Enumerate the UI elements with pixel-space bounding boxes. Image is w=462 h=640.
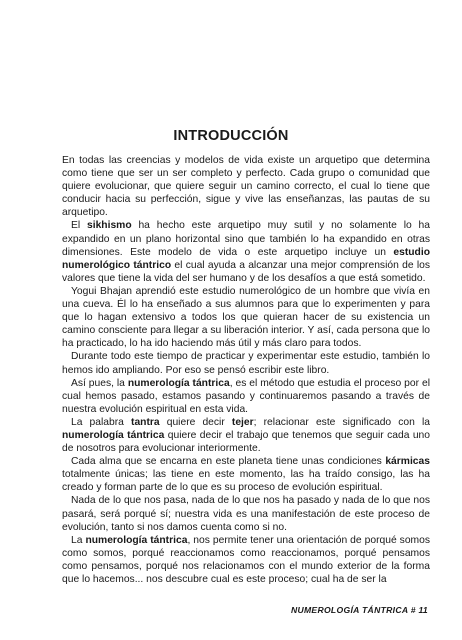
- text-run: Cada alma que se encarna en este planeta tiene unas condiciones: [71, 456, 386, 468]
- bold-term: numerología tántrica: [85, 534, 188, 546]
- text-run: ; relacionar este significado con la: [253, 416, 430, 428]
- text-run: totalmente únicas; las tiene en este momento, las ha traído consigo, las ha creado y forman parte de lo que es su proceso de evolución espiritual.: [62, 469, 430, 494]
- text-run: Yogui Bhajan aprendió este estudio numerológico de un hombre que vivía en una cueva. Él lo ha enseñado a sus alumnos para que lo experimenten y para que lo hagan extensivo a todos los que quieran hacer de su existencia un camino consciente para llegar a su liberación interior. Y así, cada persona que lo ha practicado, lo ha ido haciendo más útil y más claro para todos.: [62, 285, 430, 350]
- paragraph: [62, 494, 430, 533]
- text-run: , nos permite tener una orientación de porqué somos como somos, porqué reaccionamos como reaccionamos, porqué pensamos como pensamos, porqué nos relacionamos con el mundo exterior de la forma que lo hacemos... nos descubre cual es este proceso; cual ha de ser la: [62, 534, 430, 585]
- paragraph: [62, 377, 430, 416]
- page-footer: NUMEROLOGÍA TÁNTRICA # 11: [290, 605, 428, 615]
- paragraph: [62, 285, 430, 350]
- paragraph: [62, 154, 430, 219]
- paragraph: [62, 534, 430, 586]
- paragraph: [62, 219, 430, 284]
- paragraph: [62, 455, 430, 494]
- page-title: INTRODUCCIÓN: [173, 128, 289, 144]
- bold-term: tantra: [131, 416, 160, 428]
- bold-term: numerología tántrica: [62, 429, 165, 441]
- text-run: quiere decir: [159, 416, 232, 428]
- text-run: quiere decir el trabajo que tenemos que seguir cada uno de nosotros para evolucionar interiormente.: [62, 429, 430, 455]
- bold-term: numerología tántrica: [127, 377, 230, 389]
- body-text: [62, 154, 430, 586]
- text-run: Nada de lo que nos pasa, nada de lo que nos ha pasado y nada de lo que nos pasará, será porqué sí; nuestra vida es una manifestación de este proceso de evolución, tanto si nos damos cuenta como si no.: [62, 495, 430, 533]
- text-run: El: [71, 220, 87, 232]
- text-run: el cual ayuda a alcanzar una mejor comprensión de los valores que tiene la vida del ser humano y de los desafíos a que está sometido.: [62, 259, 430, 284]
- text-run: Así pues, la: [71, 377, 128, 389]
- text-run: ha hecho este arquetipo muy sutil y no solamente lo ha expandido en un plano horizontal sino que también lo ha expandido en otras dimensiones. Este modelo de vida o este arquetipo incluye un: [62, 220, 430, 258]
- text-run: La: [71, 534, 86, 546]
- text-run: , es el método que estudia el proceso por el cual hemos pasado, estamos pasando y continuaremos pasando a través de nuestra evolución espiritual en esta vida.: [62, 377, 430, 415]
- text-run: En todas las creencias y modelos de vida existe un arquetipo que determina como tiene que ser un ser completo y perfecto. Cada grupo o comunidad que quiere evolucionar, que quiere seguir un camino correcto, el cual lo tiene que conducir hacia su perfección, sigue y vive las enseñanzas, las pautas de su arquetipo.: [62, 155, 430, 219]
- paragraph: [62, 350, 430, 376]
- paragraph: [62, 416, 430, 455]
- bold-term: estudio numerológico tántrico: [62, 246, 430, 271]
- bold-term: kármicas: [385, 456, 430, 468]
- text-run: La palabra: [71, 416, 132, 428]
- bold-term: sikhismo: [86, 220, 132, 232]
- bold-term: tejer: [231, 416, 254, 428]
- text-run: Durante todo este tiempo de practicar y experimentar este estudio, también lo hemos ido ampliando. Por eso se pensó escribir este libro.: [62, 351, 430, 376]
